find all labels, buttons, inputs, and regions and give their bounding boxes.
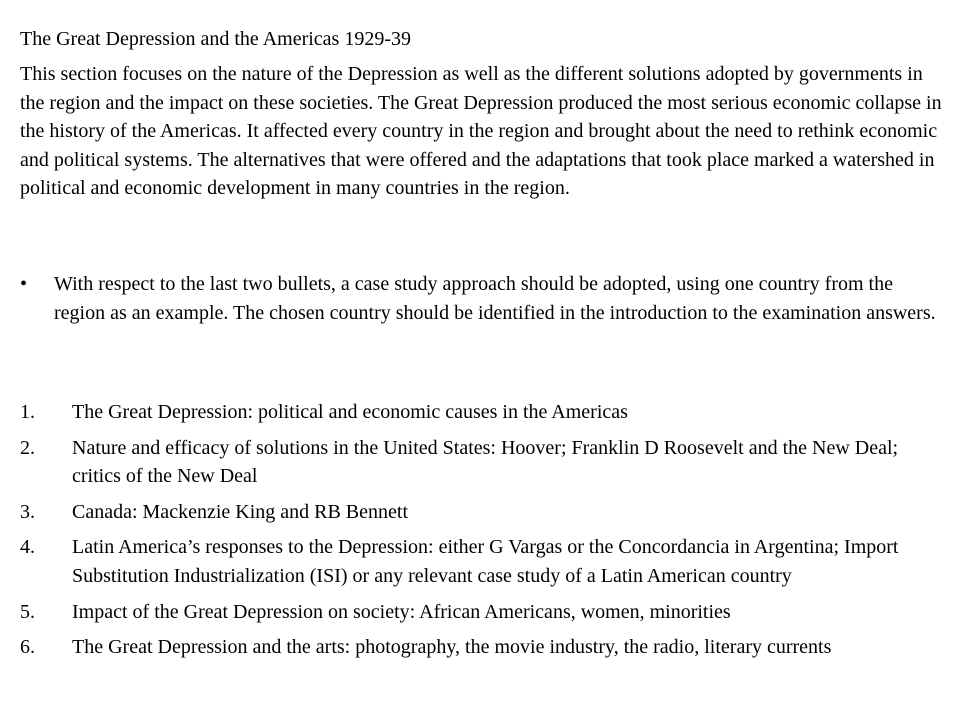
- intro-paragraph: This section focuses on the nature of the Depression as well as the different solutions adopted by governments in the region and the impact on these societies. The Great Depression produced the most serious economic collapse in the history of the Americas. It affected every country in the region and brought about the need to rethink economic and political systems. The alternatives that were offered and the adaptations that took place marked a watershed in political and economic development in many countries in the region.: [20, 63, 942, 200]
- bullet-marker: •: [20, 273, 28, 295]
- topic-text: Canada: Mackenzie King and RB Bennett: [72, 500, 409, 523]
- topic-number: 2.: [20, 436, 35, 459]
- topic-item: [20, 498, 945, 527]
- topic-number: 4.: [20, 536, 35, 559]
- topic-number: 6.: [20, 636, 35, 659]
- slide-title: The Great Depression and the Americas 1929-39: [20, 28, 411, 50]
- bullet-text: With respect to the last two bullets, a case study approach should be adopted, using one country from the region as an example. The chosen country should be identified in the introduction to the examination answers.: [54, 273, 936, 324]
- topic-text: The Great Depression and the arts: photography, the movie industry, the radio, literary currents: [72, 636, 832, 659]
- topic-number: 1.: [20, 401, 35, 423]
- topic-list: [20, 398, 945, 669]
- topic-item: [20, 633, 945, 662]
- topic-text: Impact of the Great Depression on society: African Americans, women, minorities: [72, 600, 731, 623]
- topic-item: [20, 434, 945, 491]
- topic-text: Nature and efficacy of solutions in the United States: Hoover; Franklin D Roosevelt and the New Deal; critics of the New Deal: [72, 436, 899, 488]
- topic-number: 3.: [20, 500, 35, 523]
- topic-text: Latin America’s responses to the Depression: either G Vargas or the Concordancia in Argentina; Import Substitution Industrialization (ISI) or any relevant case study of a Latin American country: [72, 536, 899, 587]
- topic-item: [20, 398, 945, 427]
- bullet-item: [20, 270, 945, 327]
- topic-text: The Great Depression: political and economic causes in the Americas: [72, 401, 628, 423]
- topic-number: 5.: [20, 600, 35, 623]
- topic-item: [20, 598, 945, 627]
- topic-item: [20, 533, 945, 590]
